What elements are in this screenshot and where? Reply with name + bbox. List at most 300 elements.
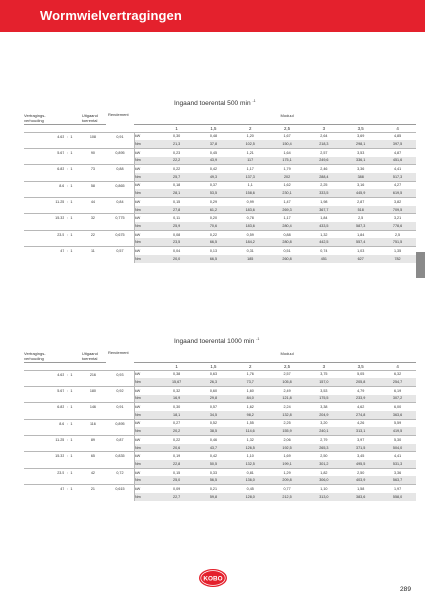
- table-row: [24, 132, 416, 140]
- efficiency-value: 0,72: [106, 468, 135, 484]
- ratio-header: verhouding: [24, 356, 80, 362]
- unit-kw: kW: [134, 230, 158, 238]
- output-value: 216: [80, 370, 106, 386]
- kw-value: 0,45: [232, 485, 269, 493]
- nm-value: 175,5: [305, 395, 342, 403]
- output-value: 90: [80, 148, 106, 164]
- kw-value: 2,57: [305, 148, 342, 156]
- page-number: 289: [400, 586, 412, 593]
- unit-nm: Nm: [134, 493, 158, 501]
- nm-value: 209,8: [269, 476, 306, 484]
- kw-value: 0,29: [195, 198, 232, 206]
- kw-value: 0,22: [158, 165, 195, 173]
- kw-value: 0,30: [158, 132, 195, 140]
- unit-kw: kW: [134, 132, 158, 140]
- nm-value: 18,1: [158, 411, 195, 419]
- modul-value: 4: [396, 125, 399, 131]
- nm-value: 199,1: [269, 460, 306, 468]
- nm-value: 84,0: [232, 395, 269, 403]
- logo-text: KOBO: [203, 575, 223, 583]
- nm-value: 363,6: [379, 411, 416, 419]
- nm-value: 137,3: [232, 173, 269, 181]
- kw-value: 0,20: [195, 214, 232, 222]
- nm-value: 43,9: [195, 157, 232, 165]
- kw-value: 1,10: [305, 485, 342, 493]
- kw-value: 1,98: [305, 198, 342, 206]
- nm-value: 26,3: [195, 378, 232, 386]
- modul-value: 3: [322, 125, 326, 131]
- ratio-value: 6.83: [24, 165, 64, 181]
- empty-cell: [24, 124, 158, 132]
- kw-value: 3,75: [305, 370, 342, 378]
- kw-value: 3,45: [342, 452, 379, 460]
- modul-value: 3: [322, 363, 326, 369]
- kw-value: 0,27: [158, 419, 195, 427]
- unit-nm: Nm: [134, 427, 158, 435]
- modul-value: 2: [249, 125, 252, 131]
- kw-value: 3,82: [379, 198, 416, 206]
- modul-value: 1: [175, 363, 178, 369]
- nm-value: 205,8: [342, 378, 379, 386]
- kw-value: 3,53: [305, 386, 342, 394]
- nm-value: 150,4: [269, 140, 306, 148]
- kw-value: 1,17: [269, 214, 306, 222]
- output-value: 180: [80, 386, 106, 402]
- kw-value: 1,32: [232, 436, 269, 444]
- output-value: 11: [80, 247, 106, 263]
- ratio-value: 1: [70, 436, 80, 452]
- ratio-separator: :: [64, 403, 70, 419]
- nm-value: 192,5: [269, 444, 306, 452]
- ratio-value: 47: [24, 485, 64, 501]
- kw-value: 5,59: [379, 419, 416, 427]
- nm-value: 66,5: [195, 238, 232, 246]
- nm-value: 367,7: [305, 206, 342, 214]
- nm-value: 98,2: [232, 411, 269, 419]
- ratio-value: 4.63: [24, 370, 64, 386]
- ratio-separator: :: [64, 468, 70, 484]
- kw-value: 0,22: [195, 230, 232, 238]
- ratio-value: 1: [70, 468, 80, 484]
- table-row: [24, 370, 416, 378]
- kw-value: 2,79: [305, 436, 342, 444]
- kw-value: 3,36: [379, 468, 416, 476]
- kw-value: 1,84: [342, 230, 379, 238]
- kw-value: 1,84: [305, 214, 342, 222]
- table-row: [24, 198, 416, 206]
- nm-value: 260,8: [269, 255, 306, 263]
- kw-value: 2,25: [305, 181, 342, 189]
- ratio-value: 1: [70, 198, 80, 214]
- kw-value: 3,69: [342, 132, 379, 140]
- nm-value: 419,5: [379, 427, 416, 435]
- kw-value: 3,21: [379, 214, 416, 222]
- kw-value: 1,67: [269, 132, 306, 140]
- kw-value: 1,17: [232, 165, 269, 173]
- nm-value: 782: [379, 255, 416, 263]
- table-row: [24, 247, 416, 255]
- nm-value: 132,5: [232, 460, 269, 468]
- nm-value: 37,8: [195, 140, 232, 148]
- efficiency-header: Rendement: [107, 112, 129, 117]
- nm-value: 73,7: [232, 378, 269, 386]
- output-value: 58: [80, 181, 106, 197]
- nm-value: 102,5: [232, 140, 269, 148]
- table-row: [24, 403, 416, 411]
- efficiency-header: Rendement: [107, 350, 129, 355]
- kw-value: 3,97: [342, 436, 379, 444]
- kw-value: 1,69: [269, 452, 306, 460]
- nm-value: 121,8: [269, 395, 306, 403]
- nm-value: 383,6: [342, 493, 379, 501]
- efficiency-value: 0,675: [106, 230, 135, 246]
- nm-value: 117: [232, 157, 269, 165]
- nm-value: 218,3: [305, 140, 342, 148]
- modul-value: 2,5: [283, 125, 291, 131]
- ratio-value: 1: [70, 419, 80, 435]
- efficiency-value: 0,88: [106, 165, 135, 181]
- nm-value: 126,5: [232, 444, 269, 452]
- kw-value: 0,45: [195, 148, 232, 156]
- kw-value: 0,18: [158, 181, 195, 189]
- kw-value: 1,62: [269, 181, 306, 189]
- unit-kw: kW: [134, 419, 158, 427]
- unit-kw: kW: [134, 247, 158, 255]
- unit-nm: Nm: [134, 378, 158, 386]
- nm-value: 619,5: [379, 189, 416, 197]
- ratio-value: 1: [70, 386, 80, 402]
- efficiency-value: 0,895: [106, 419, 135, 435]
- nm-value: 15,67: [158, 378, 195, 386]
- kw-value: 3,53: [342, 148, 379, 156]
- nm-value: 49,3: [195, 173, 232, 181]
- modul-value: 1,5: [210, 125, 217, 131]
- nm-value: 20,0: [158, 255, 195, 263]
- nm-value: 212,5: [269, 493, 306, 501]
- output-header: Uitgaand: [81, 351, 98, 356]
- ratio-value: 1: [70, 181, 80, 197]
- kw-value: 0,57: [195, 403, 232, 411]
- unit-kw: kW: [134, 436, 158, 444]
- modul-value: 3,5: [357, 125, 364, 131]
- nm-value: 313,1: [342, 427, 379, 435]
- nm-value: 627: [342, 255, 379, 263]
- kobo-logo-icon: [197, 568, 229, 588]
- nm-value: 433,5: [305, 222, 342, 230]
- kw-value: 2,46: [305, 165, 342, 173]
- output-value: 42: [80, 468, 106, 484]
- kw-value: 0,46: [195, 436, 232, 444]
- unit-nm: Nm: [134, 255, 158, 263]
- unit-nm: Nm: [134, 222, 158, 230]
- kw-value: 0,15: [158, 198, 195, 206]
- nm-value: 27,8: [158, 206, 195, 214]
- unit-kw: kW: [134, 165, 158, 173]
- ratio-value: 1: [70, 132, 80, 148]
- ratio-value: 47: [24, 247, 64, 263]
- nm-value: 21,3: [158, 140, 195, 148]
- kw-value: 1,97: [379, 485, 416, 493]
- nm-value: 29,8: [195, 395, 232, 403]
- ratio-value: 1: [70, 370, 80, 386]
- efficiency-value: 0,93: [106, 370, 135, 386]
- nm-value: 518: [342, 206, 379, 214]
- kw-value: 0,19: [158, 452, 195, 460]
- ratio-value: 8.6: [24, 181, 64, 197]
- efficiency-value: 0,92: [106, 386, 135, 402]
- kw-value: 4,27: [379, 181, 416, 189]
- unit-kw: kW: [134, 370, 158, 378]
- nm-value: 397,5: [379, 140, 416, 148]
- nm-value: 23,5: [158, 238, 195, 246]
- kw-value: 0,08: [158, 230, 195, 238]
- ratio-value: 8.6: [24, 419, 64, 435]
- ratio-value: 6.83: [24, 403, 64, 419]
- kw-value: 0,37: [195, 181, 232, 189]
- unit-nm: Nm: [134, 206, 158, 214]
- empty-cell: [24, 362, 158, 370]
- kw-value: 0,74: [305, 247, 342, 255]
- kw-value: 0,78: [232, 214, 269, 222]
- unit-kw: kW: [134, 198, 158, 206]
- nm-value: 240,1: [305, 427, 342, 435]
- ratio-separator: :: [64, 198, 70, 214]
- output-header: toerental: [80, 118, 106, 124]
- ratio-separator: :: [64, 419, 70, 435]
- ratio-value: 5.67: [24, 386, 64, 402]
- kw-value: 2,64: [305, 132, 342, 140]
- unit-kw: kW: [134, 214, 158, 222]
- kw-value: 0,21: [195, 485, 232, 493]
- nm-value: 445,9: [342, 189, 379, 197]
- modul-value: 2,5: [283, 363, 291, 369]
- nm-value: 25,0: [158, 476, 195, 484]
- unit-nm: Nm: [134, 189, 158, 197]
- nm-value: 183,6: [232, 222, 269, 230]
- nm-value: 280,4: [269, 222, 306, 230]
- kw-value: 1,29: [269, 468, 306, 476]
- ratio-value: 1: [70, 165, 80, 181]
- nm-value: 20,2: [158, 427, 195, 435]
- kw-value: 1,55: [232, 419, 269, 427]
- nm-value: 778,6: [379, 222, 416, 230]
- kw-value: 1,20: [232, 132, 269, 140]
- kw-value: 4,85: [379, 132, 416, 140]
- unit-kw: kW: [134, 485, 158, 493]
- nm-value: 336,1: [342, 157, 379, 165]
- kw-value: 1,62: [232, 403, 269, 411]
- output-value: 32: [80, 214, 106, 230]
- ratio-value: 1: [70, 214, 80, 230]
- kw-value: 3,36: [342, 165, 379, 173]
- table-row: [24, 485, 416, 493]
- ratio-value: 11.25: [24, 198, 64, 214]
- nm-value: 371,5: [342, 444, 379, 452]
- table-row: [24, 419, 416, 427]
- nm-value: 531,3: [379, 460, 416, 468]
- nm-value: 70,6: [195, 222, 232, 230]
- kw-value: 0,81: [232, 468, 269, 476]
- nm-value: 517,3: [379, 173, 416, 181]
- nm-value: 709,5: [379, 206, 416, 214]
- ratio-separator: :: [64, 181, 70, 197]
- nm-value: 22,2: [158, 157, 195, 165]
- ratio-separator: :: [64, 485, 70, 501]
- section-500rpm: [24, 92, 416, 272]
- ratio-value: 1: [70, 148, 80, 164]
- nm-value: 136,0: [232, 476, 269, 484]
- efficiency-value: 0,87: [106, 436, 135, 452]
- modul-value: 2: [249, 363, 252, 369]
- kw-value: 2,87: [342, 198, 379, 206]
- nm-value: 34,5: [195, 411, 232, 419]
- kw-value: 1,64: [269, 148, 306, 156]
- output-value: 22: [80, 230, 106, 246]
- unit-nm: Nm: [134, 140, 158, 148]
- kw-value: 0,99: [232, 198, 269, 206]
- efficiency-value: 0,775: [106, 214, 135, 230]
- nm-value: 59,8: [195, 493, 232, 501]
- nm-value: 22,8: [158, 460, 195, 468]
- kw-value: 1,1: [232, 181, 269, 189]
- efficiency-value: 0,615: [106, 485, 135, 501]
- kw-value: 3,38: [305, 403, 342, 411]
- kw-value: 0,88: [269, 230, 306, 238]
- ratio-separator: :: [64, 452, 70, 468]
- kw-value: 0,11: [158, 214, 195, 222]
- efficiency-value: 0,895: [106, 148, 135, 164]
- output-value: 73: [80, 165, 106, 181]
- section-title: Ingaand toerental 500 min $^{-1}$: [174, 98, 256, 107]
- table-row: [24, 148, 416, 156]
- nm-value: 403,9: [342, 476, 379, 484]
- nm-value: 38,5: [195, 427, 232, 435]
- nm-value: 128,0: [232, 493, 269, 501]
- nm-value: 265,3: [305, 444, 342, 452]
- ratio-value: 15.33: [24, 452, 64, 468]
- kw-value: 0,31: [232, 247, 269, 255]
- ratio-separator: :: [64, 436, 70, 452]
- kw-value: 3,20: [305, 419, 342, 427]
- kw-value: 0,04: [158, 247, 195, 255]
- nm-value: 451: [305, 255, 342, 263]
- kw-value: 1,10: [232, 452, 269, 460]
- unit-nm: Nm: [134, 238, 158, 246]
- kw-value: 2,5: [379, 230, 416, 238]
- section-title: Ingaand toerental 1000 min $^{-1}$: [174, 336, 260, 345]
- nm-value: 132,8: [269, 411, 306, 419]
- ratio-value: 5.67: [24, 148, 64, 164]
- nm-value: 202: [269, 173, 306, 181]
- kw-value: 0,63: [195, 370, 232, 378]
- unit-nm: Nm: [134, 173, 158, 181]
- nm-value: 155,9: [269, 427, 306, 435]
- nm-value: 28,1: [158, 189, 195, 197]
- ratio-separator: :: [64, 230, 70, 246]
- ratio-value: 23.5: [24, 230, 64, 246]
- output-value: 146: [80, 403, 106, 419]
- spec-table: [24, 112, 416, 263]
- kw-value: 2,57: [269, 370, 306, 378]
- nm-value: 563,7: [379, 476, 416, 484]
- kw-value: 4,62: [342, 403, 379, 411]
- modul-header: Moduul: [280, 351, 294, 356]
- ratio-separator: :: [64, 214, 70, 230]
- ratio-value: 4.63: [24, 132, 64, 148]
- nm-value: 254,7: [379, 378, 416, 386]
- page-title: Wormwielvertragingen: [40, 8, 182, 23]
- table-row: [24, 165, 416, 173]
- kw-value: 6,32: [379, 370, 416, 378]
- nm-value: 22,7: [158, 493, 195, 501]
- kw-value: 4,41: [379, 452, 416, 460]
- nm-value: 16,9: [158, 395, 195, 403]
- nm-value: 557,4: [342, 238, 379, 246]
- nm-value: 274,8: [342, 411, 379, 419]
- nm-value: 442,5: [305, 238, 342, 246]
- kw-value: 1,03: [342, 247, 379, 255]
- nm-value: 333,5: [305, 189, 342, 197]
- nm-value: 61,2: [195, 206, 232, 214]
- table-row: [24, 452, 416, 460]
- kw-value: 2,50: [305, 452, 342, 460]
- ratio-value: 1: [70, 247, 80, 263]
- nm-value: 313,0: [305, 493, 342, 501]
- ratio-value: 15.33: [24, 214, 64, 230]
- kw-value: 6,19: [379, 386, 416, 394]
- kw-value: 2,50: [342, 468, 379, 476]
- nm-value: 66,5: [195, 255, 232, 263]
- kw-value: 3,16: [342, 181, 379, 189]
- kw-value: 0,51: [269, 247, 306, 255]
- nm-value: 183,6: [232, 206, 269, 214]
- nm-value: 56,5: [195, 476, 232, 484]
- ratio-header: Vertragings-: [24, 113, 46, 118]
- nm-value: 157,0: [305, 378, 342, 386]
- kw-value: 0,60: [195, 386, 232, 394]
- unit-nm: Nm: [134, 444, 158, 452]
- kw-value: 4,41: [379, 165, 416, 173]
- nm-value: 105,8: [269, 378, 306, 386]
- kw-value: 1,32: [305, 230, 342, 238]
- kw-value: 0,30: [158, 403, 195, 411]
- table-row: [24, 230, 416, 238]
- modul-value: 4: [396, 363, 399, 369]
- output-value: 44: [80, 198, 106, 214]
- kw-value: 1,76: [232, 370, 269, 378]
- output-header: toerental: [80, 356, 106, 362]
- ratio-separator: :: [64, 165, 70, 181]
- table-row: [24, 468, 416, 476]
- table-row: [24, 436, 416, 444]
- unit-kw: kW: [134, 181, 158, 189]
- kw-value: 0,52: [195, 419, 232, 427]
- output-value: 116: [80, 419, 106, 435]
- kw-value: 2,25: [269, 419, 306, 427]
- unit-nm: Nm: [134, 460, 158, 468]
- kw-value: 1,82: [305, 468, 342, 476]
- kw-value: 0,77: [269, 485, 306, 493]
- kw-value: 4,79: [342, 386, 379, 394]
- ratio-header: Vertragings-: [24, 351, 46, 356]
- kw-value: 0,23: [158, 148, 195, 156]
- nm-value: 451,6: [379, 157, 416, 165]
- nm-value: 495,5: [342, 460, 379, 468]
- nm-value: 306,0: [305, 476, 342, 484]
- nm-value: 504,0: [379, 444, 416, 452]
- kw-value: 0,22: [158, 436, 195, 444]
- section-1000rpm: [24, 330, 416, 515]
